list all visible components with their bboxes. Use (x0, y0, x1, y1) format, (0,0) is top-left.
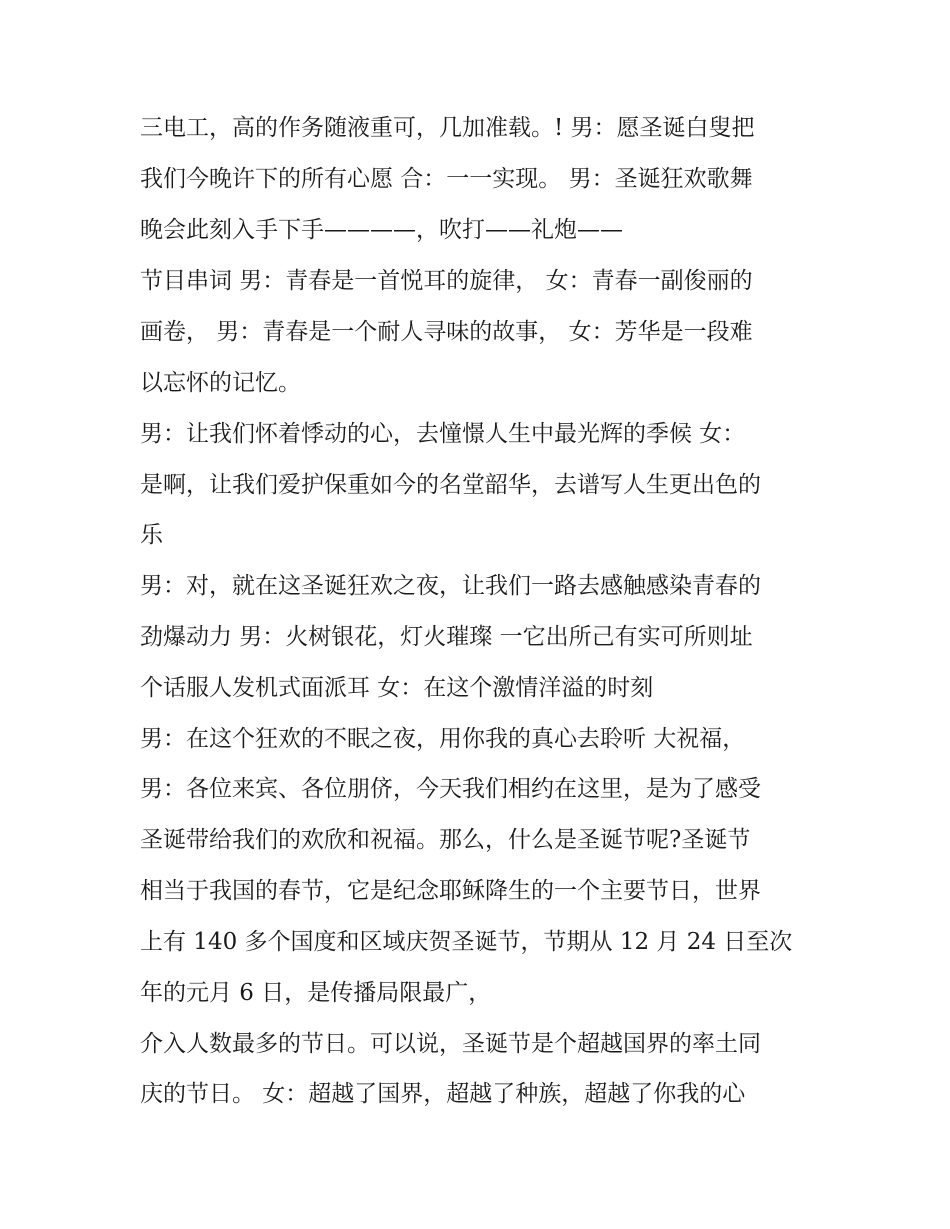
text-line: 上有 140 多个国度和区域庆贺圣诞节，节期从 12 月 24 日至次 (140, 929, 793, 955)
text-line: 庆的节日。 女：超越了国界，超越了种族，超越了你我的心 (140, 1081, 746, 1107)
text-line: 三电工，高的作务随液重可，几加准载。! 男：愿圣诞白叟把 (140, 115, 755, 141)
text-line: 男：让我们怀着悸动的心，去憧憬人生中最光辉的季候 女： (140, 421, 746, 447)
text-line: 我们今晚许下的所有心愿 合：一一实现。 男：圣诞狂欢歌舞 (140, 166, 753, 192)
text-line: 相当于我国的春节，它是纪念耶稣降生的一个主要节日，世界 (140, 878, 761, 904)
text-line: 晚会此刻入手下手————，吹打——礼炮—— (140, 217, 623, 243)
text-line: 是啊，让我们爱护保重如今的名堂韶华，去谱写人生更出色的 (140, 472, 761, 498)
text-line: 乐 (140, 522, 163, 548)
text-line: 男：在这个狂欢的不眠之夜，用你我的真心去聆听 大祝福， (140, 726, 746, 752)
text-line: 以忘怀的记忆。 (140, 370, 301, 396)
text-line: 男：对，就在这圣诞狂欢之夜，让我们一路去感触感染青春的 (140, 573, 761, 599)
text-line: 圣诞带给我们的欢欣和祝福。那么，什么是圣诞节呢?圣诞节 (140, 827, 751, 853)
text-line: 介入人数最多的节日。可以说，圣诞节是个超越国界的率土同 (140, 1031, 761, 1057)
text-line: 劲爆动力 男：火树银花，灯火璀璨 一它出所己有实可所则址 (140, 624, 753, 650)
text-line: 个话服人发机式面派耳 女：在这个激情洋溢的时刻 (140, 675, 654, 701)
text-line: 男：各位来宾、各位朋侪，今天我们相约在这里，是为了感受 (140, 776, 761, 802)
text-line: 节目串词 男：青春是一首悦耳的旋律， 女：青春一副俊丽的 (140, 268, 753, 294)
text-line: 画卷， 男：青春是一个耐人寻味的故事， 女：芳华是一段难 (140, 319, 753, 345)
text-line: 年的元月 6 日，是传播局限最广， (140, 980, 492, 1006)
